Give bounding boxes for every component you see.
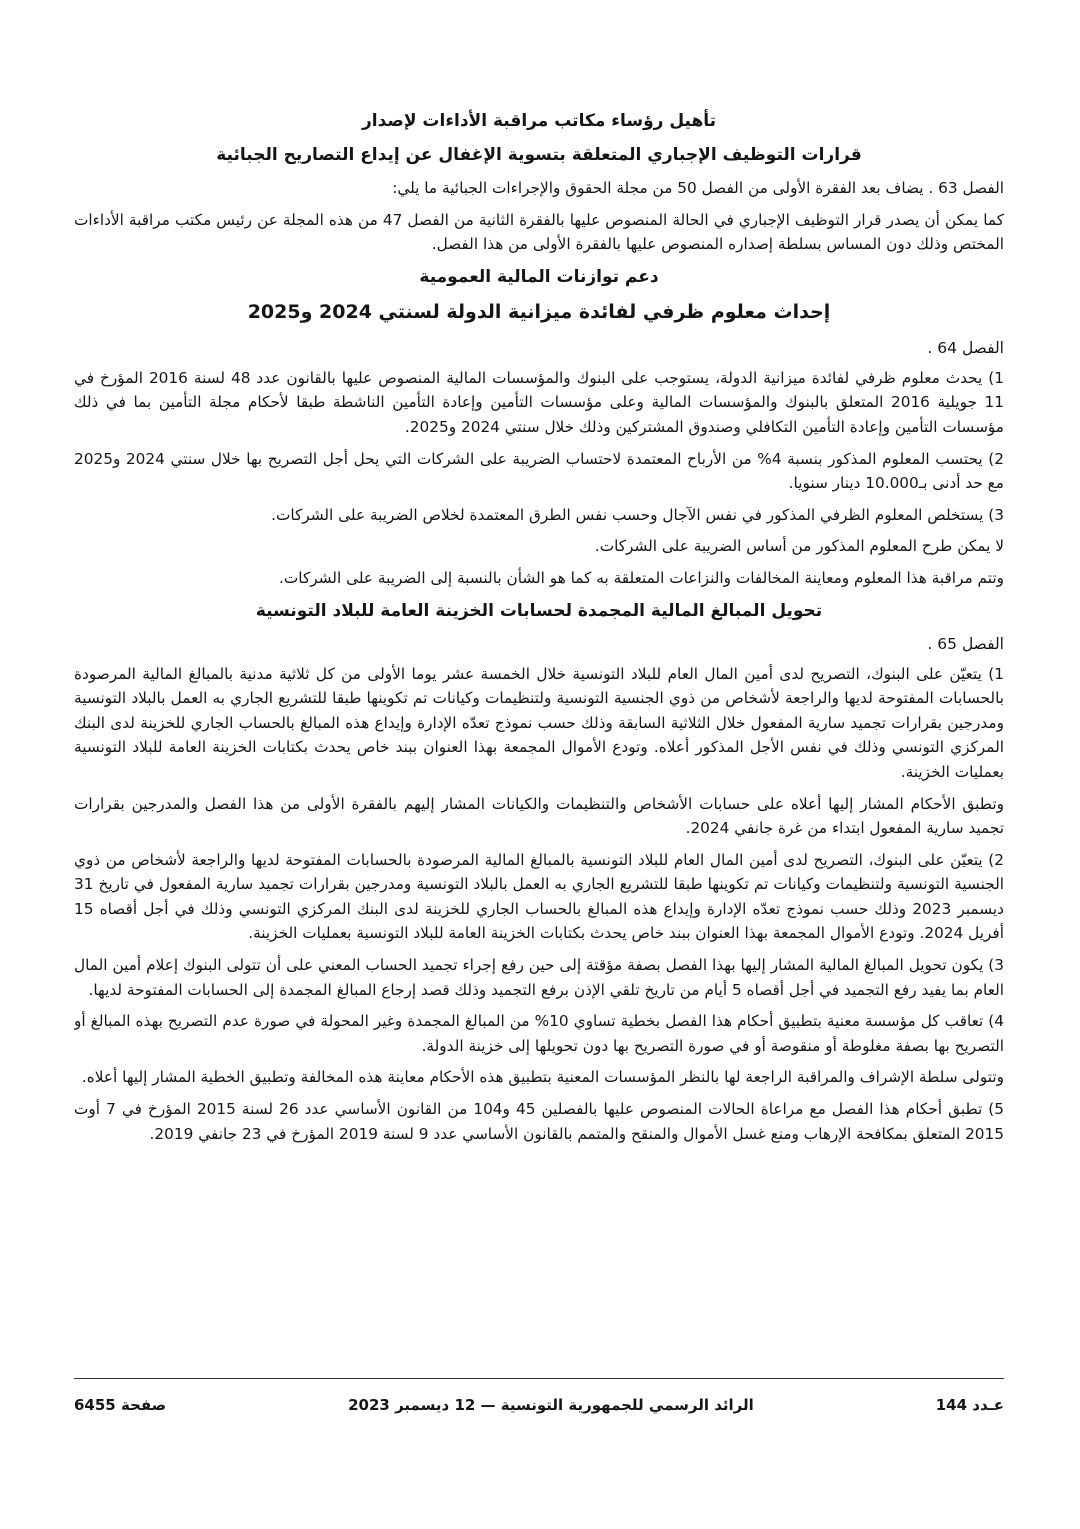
- paragraph: 3) يكون تحويل المبالغ المالية المشار إليها بهذا الفصل بصفة مؤقتة إلى حين رفع إجراء تجميد الحساب المعني على أن تتولى البنوك إعلام أمين المال العام بما يفيد رفع التجميد في أجل أقصاه 5 أيام من تاريخ تلقي الإذن برفع التجميد وذلك قصد إرجاع المبالغ المجمدة إلى الحسابات المفتوحة لديها.: [74, 956, 1004, 999]
- paragraph: كما يمكن أن يصدر قرار التوظيف الإجباري في الحالة المنصوص عليها بالفقرة الثانية من الفصل 47 من هذه المجلة عن رئيس مكتب مراقبة الأداءات المختص وذلك دون المساس بسلطة إصداره المنصوص عليها بالفقرة الأولى من هذا الفصل.: [74, 210, 1004, 254]
- section-title: دعم توازنات المالية العمومية: [419, 266, 659, 287]
- article-heading: الفصل 63 . يضاف بعد الفقرة الأولى من الفصل 50 من مجلة الحقوق والإجراءات الجبائية ما يلي:: [392, 179, 1004, 197]
- paragraph: 2) يحتسب المعلوم المذكور بنسبة 4% من الأرباح المعتمدة لاحتساب الضريبة على الشركات التي يحل أجل التصريح بها خلال سنتي 2024 و2025 مع حد أدنى بـ10.000 دينار سنويا.: [74, 449, 1004, 493]
- footer-divider: [74, 1378, 1004, 1379]
- paragraph: 5) تطبق أحكام هذا الفصل مع مراعاة الحالات المنصوص عليها بالفصلين 45 و104 من القانون الأساسي عدد 26 لسنة 2015 المؤرخ في 7 أوت 2015 المتعلق بمكافحة الإرهاب ومنع غسل الأموال والمنقح والمتمم بالقانون الأساسي عدد 9 لسنة 2019 المؤرخ في 23 جانفي 2019.: [74, 1100, 1004, 1143]
- article-heading: الفصل 65 .: [927, 634, 1004, 653]
- paragraph: 4) تعاقب كل مؤسسة معنية بتطبيق أحكام هذا الفصل بخطية تساوي 10% من المبالغ المجمدة وغير المحولة في صورة عدم التصريح بهذه المبالغ أو التصريح بها بصفة مغلوطة أو منقوصة أو في صورة التصريح بها دون تحويلها إلى خزينة الدولة.: [74, 1012, 1004, 1055]
- page-number: صفحة 6455: [74, 1396, 167, 1414]
- paragraph: 1) يحدث معلوم ظرفي لفائدة ميزانية الدولة، يستوجب على البنوك والمؤسسات المالية المنصوص عليها بالقانون عدد 48 لسنة 2016 المؤرخ في 11 جويلية 2016 المتعلق بالبنوك والمؤسسات المالية وعلى مؤسسات التأمين وإعادة التأمين الناشطة طبقا لأحكام مجلة التأمين بما في ذلك مؤسسات التأمين وإعادة التأمين التكافلي وصندوق المشتركين وذلك خلال سنتي 2024 و2025.: [74, 368, 1004, 436]
- paragraph: 1) يتعيّن على البنوك، التصريح لدى أمين المال العام للبلاد التونسية خلال الخمسة عشر يوما الأولى من كل ثلاثية مدنية بالمبالغ المالية المرصودة بالحسابات المفتوحة لديها والراجعة لأشخاص من ذوي الجنسية التونسية ولتنظيمات وكيانات تم تكوينها طبقا للتشريع الجاري به العمل بالبلاد التونسية ومدرجين بقرارات تجميد سارية المفعول خلال الثلاثية السابقة وذلك حسب نموذج تعدّه الإدارة وإيداع هذه المبالغ بالحساب الجاري للخزينة لدى البنك المركزي التونسي وذلك في نفس الأجل المذكور أعلاه. وتودع الأموال المجمعة بهذا العنوان ببند خاص يحدث بكتابات الخزينة العامة للبلاد التونسية بعمليات الخزينة.: [74, 664, 1004, 781]
- article-heading: الفصل 64 .: [927, 338, 1004, 357]
- paragraph: وتتولى سلطة الإشراف والمراقبة الراجعة لها بالنظر المؤسسات المعنية بتطبيق هذه الأحكام معاينة هذه المخالفة وتطبيق الخطية المشار إليها أعلاه.: [81, 1068, 1004, 1087]
- footer: [74, 1388, 1004, 1422]
- issue-number: عـدد 144: [935, 1396, 1004, 1414]
- section-title: تحويل المبالغ المالية المجمدة لحسابات الخزينة العامة للبلاد التونسية: [255, 600, 823, 621]
- paragraph: وتطبق الأحكام المشار إليها أعلاه على حسابات الأشخاص والتنظيمات والكيانات المشار إليهم بالفقرة الأولى من هذا الفصل والمدرجين بقرارات تجميد سارية المفعول ابتداء من غرة جانفي 2024.: [74, 794, 1004, 838]
- gazette-title: الرائد الرسمي للجمهورية التونسية — 12 ديسمبر 2023: [348, 1396, 754, 1414]
- document-content: [74, 108, 1004, 1358]
- section-title: إحداث معلوم ظرفي لفائدة ميزانية الدولة لسنتي 2024 و2025: [247, 300, 831, 323]
- paragraph: لا يمكن طرح المعلوم المذكور من أساس الضريبة على الشركات.: [594, 537, 1004, 556]
- paragraph: وتتم مراقبة هذا المعلوم ومعاينة المخالفات والنزاعات المتعلقة به كما هو الشأن بالنسبة إلى الضريبة على الشركات.: [279, 568, 1004, 587]
- document-page: [74, 108, 1004, 1518]
- paragraph: 2) يتعيّن على البنوك، التصريح لدى أمين المال العام للبلاد التونسية بالمبالغ المالية المرصودة بالحسابات المفتوحة لديها والراجعة لأشخاص من ذوي الجنسية التونسية ولتنظيمات وكيانات تم تكوينها طبقا للتشريع الجاري به العمل بالبلاد التونسية ومدرجين بقرارات تجميد سارية المفعول في تاريخ 31 ديسمبر 2023 وذلك حسب نموذج تعدّه الإدارة وإيداع هذه المبالغ بالحساب الجاري للخزينة لدى البنك المركزي التونسي وذلك في أجل أقصاه 15 أفريل 2024. وتودع الأموال المجمعة بهذا العنوان ببند خاص يحدث بكتابات الخزينة العامة للبلاد التونسية بعمليات الخزينة.: [74, 850, 1004, 943]
- paragraph: 3) يستخلص المعلوم الظرفي المذكور في نفس الآجال وحسب نفس الطرق المعتمدة لخلاص الضريبة على الشركات.: [271, 505, 1004, 524]
- section-title: قرارات التوظيف الإجباري المتعلقة بتسوية الإغفال عن إيداع التصاريح الجبائية: [216, 145, 862, 165]
- section-title: تأهيل رؤساء مكاتب مراقبة الأداءات لإصدار: [361, 111, 717, 131]
